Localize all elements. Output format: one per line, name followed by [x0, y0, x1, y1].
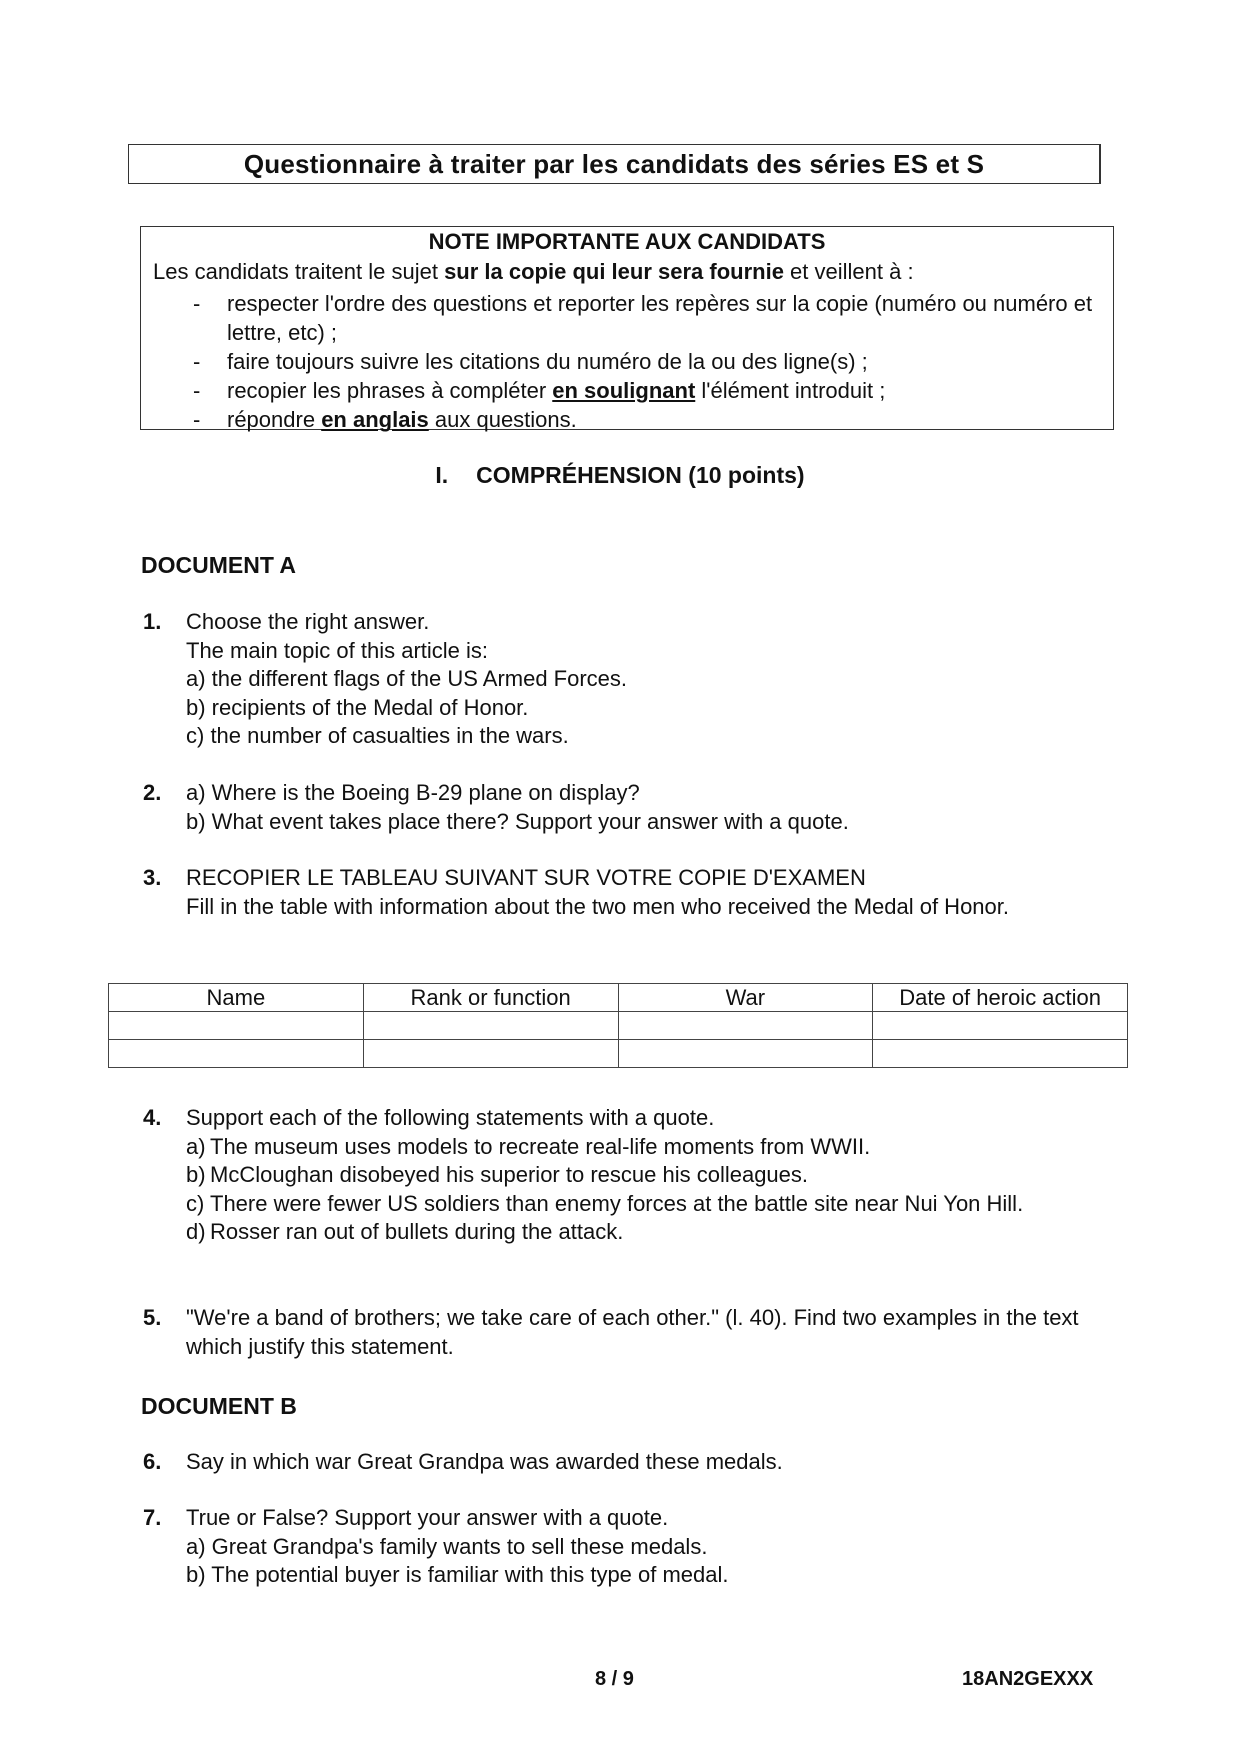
question-line: Fill in the table with information about the two men who received the Medal of Honor.: [186, 893, 1010, 919]
exam-code: 18AN2GEXXX: [962, 1668, 1094, 1690]
note-intro: [153, 259, 914, 285]
table-header: War: [618, 984, 873, 1012]
questionnaire-title-box: [128, 144, 1101, 184]
question-4: [143, 1104, 1093, 1247]
question-line: Choose the right answer.: [186, 609, 430, 634]
note-item-text: respecter l'ordre des questions et reporter les repères sur la copie (numéro ou numéro et lettre, etc) ;: [227, 291, 1093, 345]
statement-letter: c): [186, 1190, 205, 1216]
question-2: [143, 779, 1103, 836]
document-b-label: DOCUMENT B: [141, 1393, 297, 1419]
question-number: 5.: [143, 1305, 162, 1330]
section-heading: [0, 462, 1240, 489]
question-line: True or False? Support your answer with a quote.: [186, 1505, 669, 1530]
note-item: [167, 376, 1097, 405]
question-5: [143, 1304, 1093, 1361]
table-cell: [109, 1012, 364, 1040]
dash-bullet: -: [193, 378, 201, 403]
question-6: [143, 1448, 1103, 1477]
note-item-emphasis: en anglais: [321, 407, 429, 432]
note-item-text-end: l'élément introduit ;: [695, 378, 886, 403]
question-number: 1.: [143, 609, 162, 634]
question-7: [143, 1504, 1103, 1590]
important-note-box: [140, 226, 1114, 430]
question-number: 6.: [143, 1449, 162, 1474]
note-intro-text: Les candidats traitent le sujet: [153, 259, 445, 284]
note-list: [167, 289, 1097, 434]
table-cell: [363, 1012, 618, 1040]
table-header: Name: [109, 984, 364, 1012]
question-heading: RECOPIER LE TABLEAU SUIVANT SUR VOTRE COPIE D'EXAMEN: [186, 865, 866, 890]
statement-item: [186, 1190, 1093, 1219]
note-title: NOTE IMPORTANTE AUX CANDIDATS: [428, 229, 826, 254]
question-line: a) Where is the Boeing B-29 plane on display?: [186, 780, 640, 805]
table-header: Date of heroic action: [873, 984, 1128, 1012]
table-cell: [363, 1040, 618, 1068]
question-number: 3.: [143, 865, 162, 890]
question-number: 7.: [143, 1505, 162, 1530]
note-intro-bold: sur la copie qui leur sera fournie: [444, 259, 784, 284]
answer-option: b) recipients of the Medal of Honor.: [186, 694, 529, 720]
table-row: [109, 1040, 1128, 1068]
question-line: "We're a band of brothers; we take care of each other." (l. 40). Find two examples in the text which justify this statement.: [186, 1305, 1079, 1359]
table-cell: [873, 1012, 1128, 1040]
page-number: 8 / 9: [595, 1668, 634, 1690]
dash-bullet: -: [193, 349, 201, 374]
note-item-text: répondre: [227, 407, 322, 432]
statement-item: [186, 1161, 1093, 1190]
statement-text: There were fewer US soldiers than enemy forces at the battle site near Nui Yon Hill.: [210, 1190, 1024, 1216]
answer-option: b) The potential buyer is familiar with this type of medal.: [186, 1562, 729, 1587]
table-cell: [618, 1012, 873, 1040]
questionnaire-title: Questionnaire à traiter par les candidats des séries ES et S: [243, 149, 985, 179]
section-number: I.: [435, 462, 449, 488]
question-number: 4.: [143, 1105, 162, 1130]
statement-text: McCloughan disobeyed his superior to rescue his colleagues.: [210, 1162, 809, 1187]
table-cell: [873, 1040, 1128, 1068]
table-cell: [109, 1040, 364, 1068]
answer-option: c) the number of casualties in the wars.: [186, 723, 569, 748]
answer-option: a) the different flags of the US Armed Forces.: [186, 666, 628, 691]
note-item-text: recopier les phrases à compléter: [227, 378, 553, 403]
question-1: [143, 608, 1103, 751]
table-header-row: [109, 984, 1128, 1012]
question-3: [143, 864, 1093, 921]
note-item: [167, 347, 1097, 376]
table-row: [109, 1012, 1128, 1040]
dash-bullet: -: [193, 407, 201, 432]
question-line: b) What event takes place there? Support your answer with a quote.: [186, 808, 849, 834]
table-header: Rank or function: [363, 984, 618, 1012]
answer-option: a) Great Grandpa's family wants to sell these medals.: [186, 1533, 708, 1559]
note-item-text-end: aux questions.: [428, 407, 577, 432]
statement-letter: a): [186, 1133, 206, 1159]
question-line: Support each of the following statements with a quote.: [186, 1105, 715, 1130]
dash-bullet: -: [193, 291, 201, 316]
statement-text: The museum uses models to recreate real-life moments from WWII.: [210, 1133, 871, 1159]
statement-item: [186, 1218, 1093, 1247]
statement-item: [186, 1133, 1093, 1162]
question-line: The main topic of this article is:: [186, 637, 489, 663]
medal-table: [108, 983, 1128, 1068]
note-intro-end: et veillent à :: [783, 259, 914, 284]
table-cell: [618, 1040, 873, 1068]
note-item: [167, 289, 1097, 347]
question-number: 2.: [143, 780, 162, 805]
statement-letter: d): [186, 1219, 206, 1244]
statement-text: Rosser ran out of bullets during the attack.: [210, 1219, 624, 1244]
question-line: Say in which war Great Grandpa was awarded these medals.: [186, 1449, 783, 1474]
note-item: [167, 405, 1097, 434]
section-title: COMPRÉHENSION (10 points): [476, 462, 805, 488]
document-a-label: DOCUMENT A: [141, 552, 297, 578]
statement-letter: b): [186, 1162, 206, 1187]
note-item-emphasis: en soulignant: [552, 378, 696, 403]
note-item-text: faire toujours suivre les citations du numéro de la ou des ligne(s) ;: [227, 349, 868, 374]
